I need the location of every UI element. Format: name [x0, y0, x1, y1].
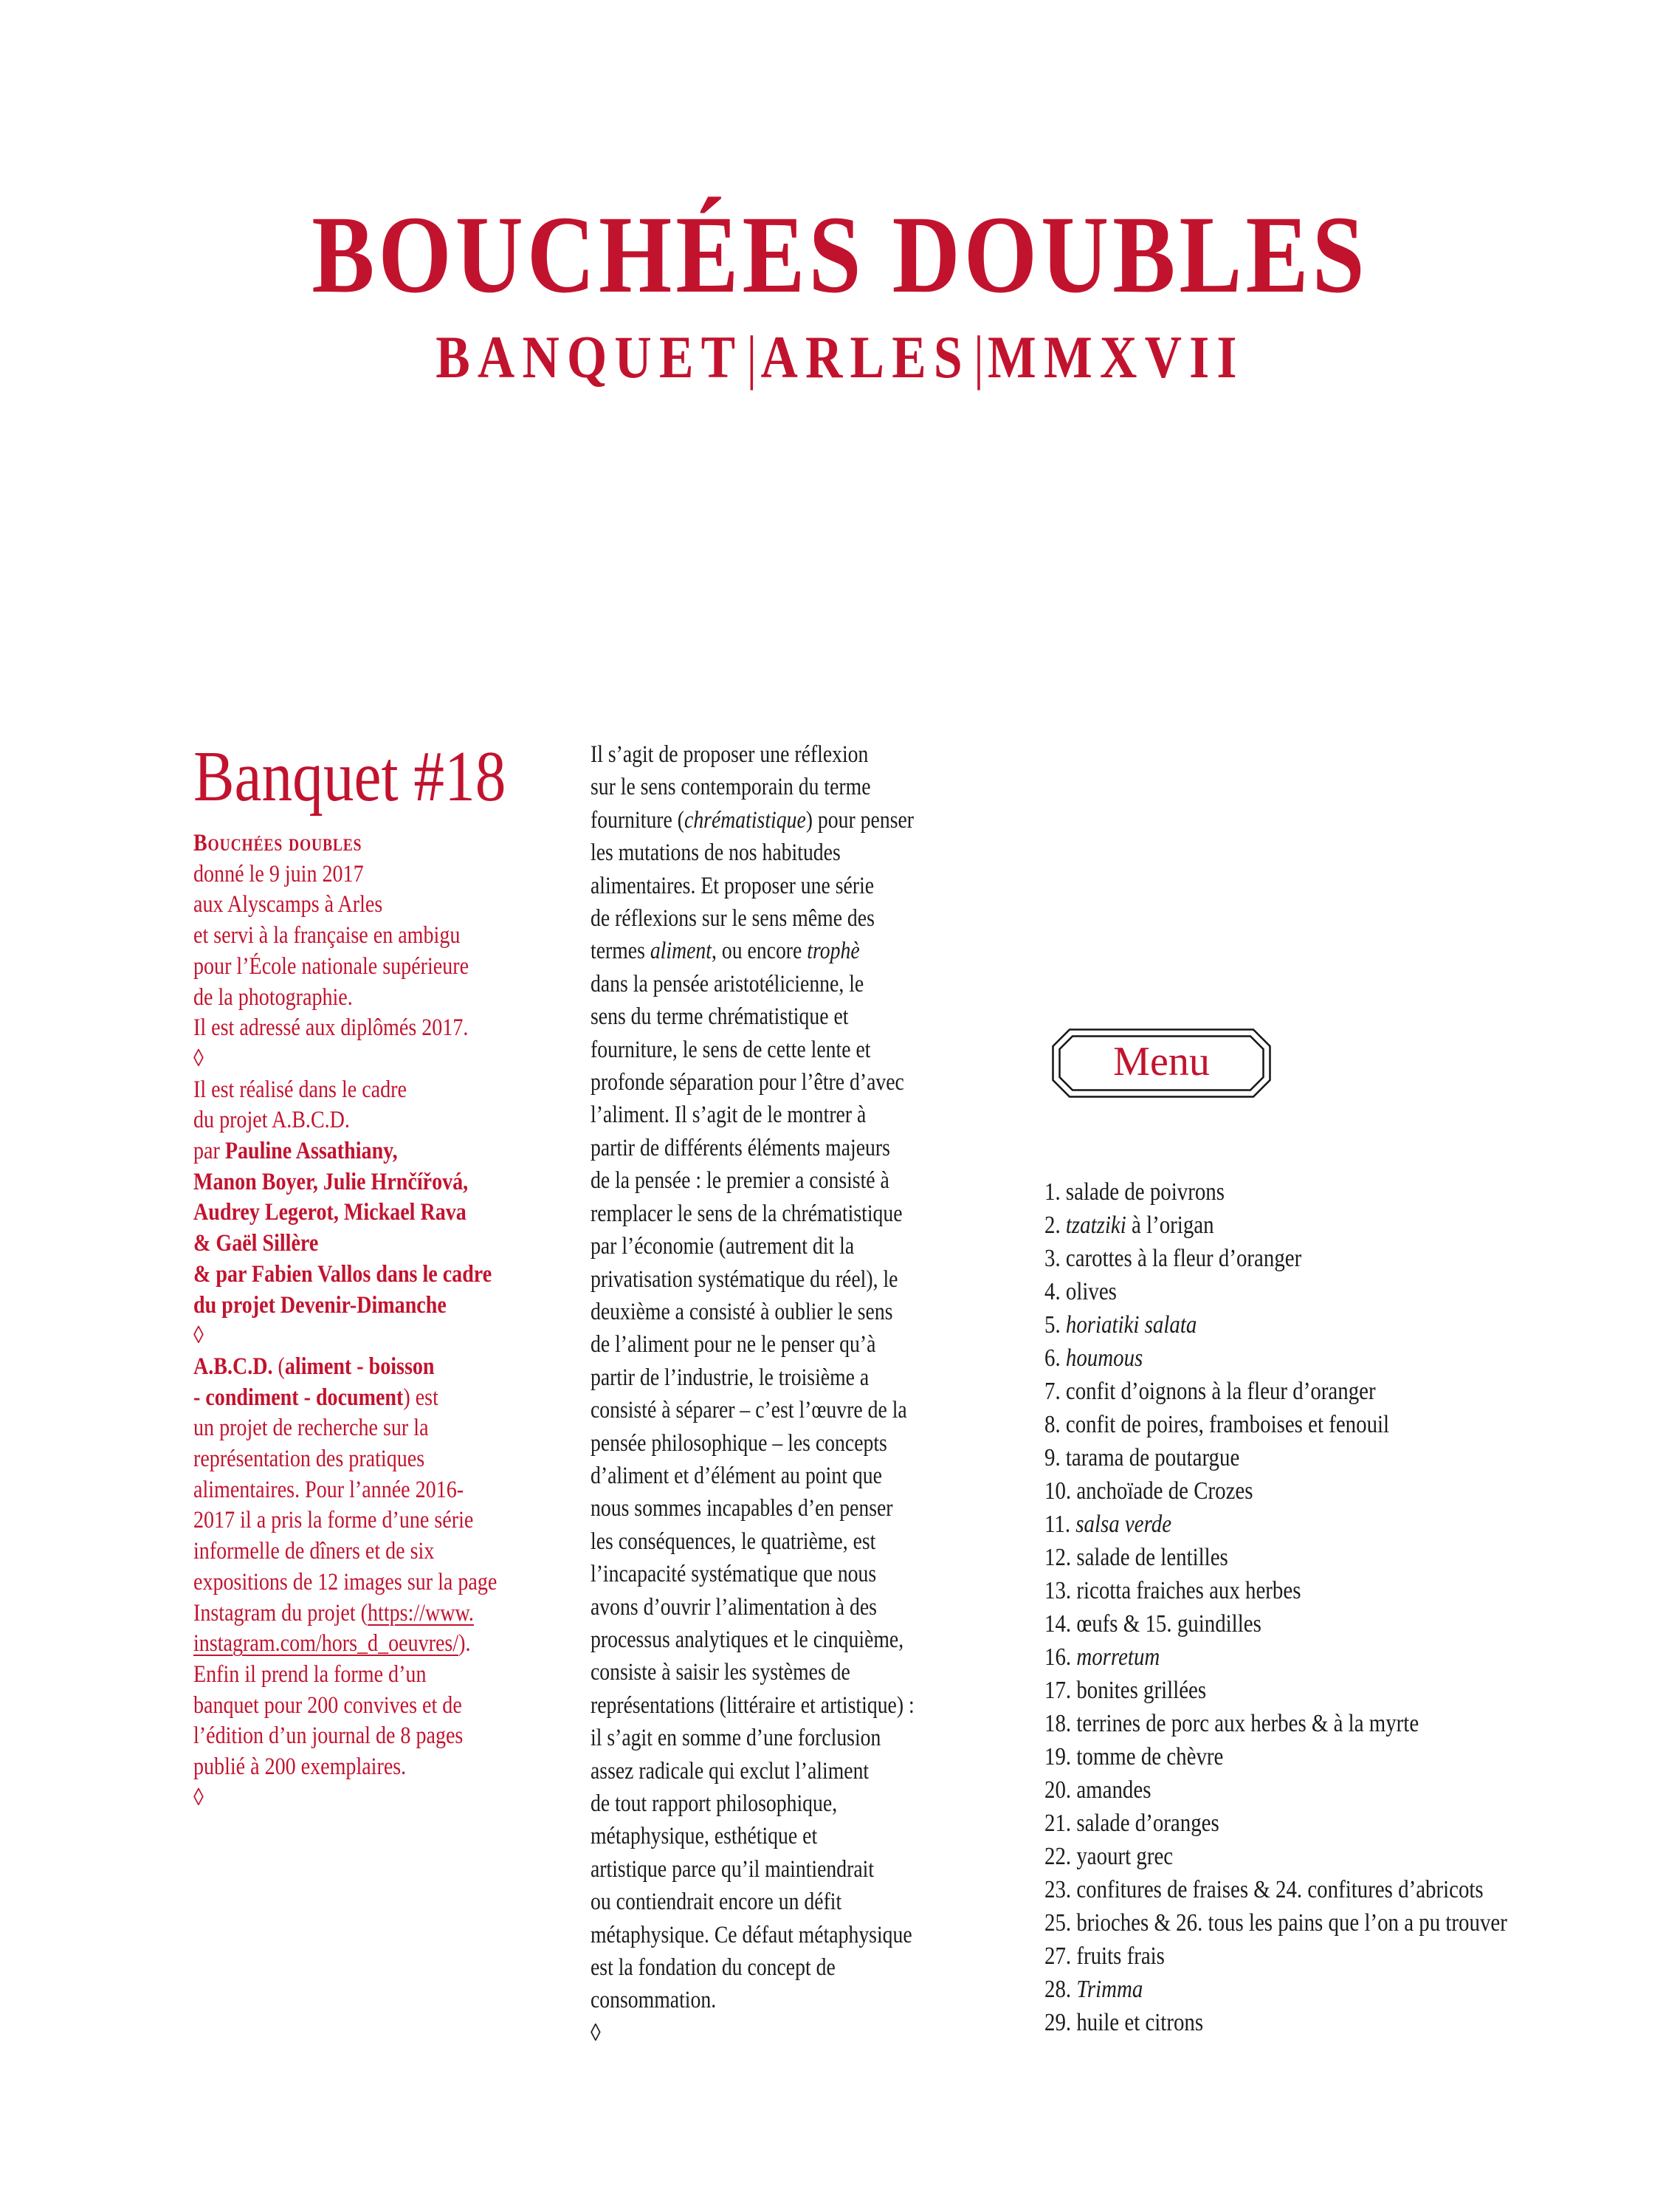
text-segment: informelle de dîners et de six: [193, 1538, 435, 1565]
menu-item: [1044, 1740, 1679, 1773]
menu-list: [1044, 1175, 1679, 2039]
left-text-line: [193, 1383, 645, 1414]
text-segment: un projet de recherche sur la: [193, 1415, 429, 1442]
text-segment: et servi à la française en ambigu: [193, 922, 461, 949]
essay-text-line: [591, 968, 1061, 1000]
text-segment: donné le 9 juin 2017: [193, 860, 364, 887]
text-segment: les mutations de nos habitudes: [591, 839, 841, 867]
menu-item: [1044, 1674, 1679, 1707]
text-segment: |: [973, 323, 984, 391]
text-segment: 25. brioches & 26. tous les pains que l’on a pu trouver: [1044, 1909, 1507, 1937]
menu-item: [1044, 1242, 1679, 1275]
text-segment: de la pensée : le premier a consisté à: [591, 1167, 889, 1195]
text-segment: représentation des pratiques: [193, 1446, 425, 1473]
text-segment: publié à 200 exemplaires.: [193, 1753, 407, 1781]
text-segment: 7. confit d’oignons à la fleur d’oranger: [1044, 1378, 1376, 1405]
text-segment: 6.: [1044, 1344, 1066, 1372]
text-segment: fourniture (: [591, 806, 685, 834]
text-segment: de tout rapport philosophique,: [591, 1790, 838, 1817]
text-segment: Il s’agit de proposer une réflexion: [591, 741, 869, 768]
essay-text-line: [591, 1886, 1061, 1918]
left-text-line: [193, 1598, 645, 1629]
left-text-line: [193, 1291, 645, 1322]
text-segment: il s’agit en somme d’une forclusion: [591, 1725, 881, 1752]
essay-text-line: [591, 738, 1061, 771]
text-segment: sens du terme chrématistique et: [591, 1003, 849, 1031]
left-text-line: [193, 1044, 645, 1075]
left-text-line: [193, 1691, 645, 1722]
essay-text-line: [591, 1066, 1061, 1099]
left-text-line: [193, 1229, 645, 1260]
text-segment: à l’origan: [1126, 1212, 1214, 1239]
text-segment: horiatiki salata: [1065, 1311, 1197, 1339]
essay-text-line: [591, 1591, 1061, 1624]
menu-item: [1044, 1707, 1679, 1740]
text-segment: termes: [591, 938, 650, 965]
left-text-line: [193, 1013, 645, 1044]
essay-text-line: [591, 1853, 1061, 1886]
text-segment: l’aliment. Il s’agit de le montrer à: [591, 1102, 867, 1129]
essay-text-line: [591, 1689, 1061, 1722]
menu-item: [1044, 1973, 1679, 2006]
text-segment: ◊: [193, 1045, 204, 1072]
left-text-line: [193, 1629, 645, 1660]
text-segment: consommation.: [591, 1987, 717, 2014]
text-segment: 19. tomme de chèvre: [1044, 1743, 1224, 1770]
menu-item: [1044, 1840, 1679, 1873]
text-segment: (: [272, 1353, 285, 1380]
left-text-line: [193, 983, 645, 1014]
text-segment: 14. œufs & 15. guindilles: [1044, 1610, 1261, 1638]
text-segment: du projet A.B.C.D.: [193, 1107, 350, 1134]
text-segment: par l’économie (autrement dit la: [591, 1233, 855, 1260]
essay-text-line: [591, 1230, 1061, 1262]
left-text-line: [193, 1352, 645, 1383]
text-segment: 4. olives: [1044, 1278, 1117, 1305]
left-text-line: [193, 1167, 645, 1198]
essay-text-line: [591, 1492, 1061, 1525]
text-segment: les conséquences, le quatrième, est: [591, 1528, 876, 1555]
text-segment: l’édition d’un journal de 8 pages: [193, 1722, 464, 1750]
text-segment: métaphysique, esthétique et: [591, 1823, 818, 1850]
text-segment: Il est adressé aux diplômés 2017.: [193, 1014, 469, 1042]
text-segment: assez radicale qui exclut l’aliment: [591, 1757, 870, 1784]
text-segment: morretum: [1076, 1643, 1160, 1671]
text-segment: Enfin il prend la forme d’un: [193, 1660, 427, 1688]
left-text-line: [193, 1444, 645, 1475]
text-segment: ou contiendrait encore un défit: [591, 1889, 842, 1916]
text-segment: ) est: [403, 1384, 438, 1411]
menu-item: [1044, 1541, 1679, 1574]
menu-label: Menu: [1113, 1039, 1210, 1085]
left-text-line: [193, 1075, 645, 1106]
text-segment: ARLES: [760, 323, 970, 391]
menu-item: [1044, 1308, 1679, 1341]
essay-text-line: [591, 1198, 1061, 1230]
essay-text-line: [591, 1755, 1061, 1787]
text-segment: Audrey Legerot, Mickael Rava: [193, 1199, 467, 1226]
text-segment: salsa verde: [1075, 1511, 1172, 1538]
text-segment: consiste à saisir les systèmes de: [591, 1659, 850, 1686]
text-segment: partir de l’industrie, le troisième a: [591, 1364, 870, 1391]
essay-text-line: [591, 1099, 1061, 1131]
essay-text-line: [591, 1361, 1061, 1394]
left-text-line: [193, 1721, 645, 1752]
text-segment: partir de différents éléments majeurs: [591, 1134, 890, 1161]
text-segment: chrématistique: [684, 806, 806, 834]
text-segment: privatisation systématique du réel), le: [591, 1265, 898, 1293]
essay-text-line: [591, 1000, 1061, 1033]
banquet-number-heading: Banquet #18: [193, 737, 506, 817]
menu-item: [1044, 1408, 1679, 1441]
text-segment: expositions de 12 images sur la page: [193, 1568, 498, 1595]
page-title: BOUCHÉES DOUBLES: [311, 193, 1369, 316]
text-segment: alimentaires. Et proposer une série: [591, 872, 875, 899]
text-segment: aliment: [650, 938, 712, 965]
text-segment: Pauline Assathiany,: [224, 1138, 398, 1165]
left-text-line: [193, 1536, 645, 1567]
essay-text-line: [591, 2017, 1061, 2050]
essay-text-line: [591, 1132, 1061, 1164]
essay-text-line: [591, 771, 1061, 803]
text-segment: 28.: [1044, 1976, 1077, 2003]
text-segment: |: [746, 323, 757, 391]
text-segment: 11.: [1044, 1511, 1076, 1538]
essay-text-line: [591, 836, 1061, 869]
essay-text-line: [591, 1427, 1061, 1460]
menu-item: [1044, 1940, 1679, 1973]
menu-item: [1044, 1375, 1679, 1408]
essay-text-line: [591, 1787, 1061, 1820]
text-segment: représentations (littéraire et artistique) :: [591, 1691, 915, 1719]
text-segment: Bouchées doubles: [193, 830, 362, 856]
text-segment: trophè: [807, 938, 860, 965]
text-segment: 29. huile et citrons: [1044, 2009, 1204, 2036]
text-segment: 27. fruits frais: [1044, 1942, 1165, 1970]
essay-text-line: [591, 1951, 1061, 1984]
essay-text-line: [591, 1656, 1061, 1688]
menu-item: [1044, 1209, 1679, 1242]
left-column: [193, 737, 645, 1814]
menu-item: [1044, 1175, 1679, 1209]
text-segment: Il est réalisé dans le cadre: [193, 1076, 407, 1103]
text-segment: 2.: [1044, 1212, 1066, 1239]
text-segment: avons d’ouvrir l’alimentation à des: [591, 1593, 877, 1621]
page-subtitle: [126, 325, 1555, 390]
text-segment: 16.: [1044, 1643, 1077, 1671]
left-text-line: [193, 1198, 645, 1229]
text-segment: ) pour penser: [805, 806, 915, 834]
text-segment: 9. tarama de poutargue: [1044, 1444, 1240, 1471]
left-text-line: [193, 828, 645, 859]
menu-item: [1044, 1906, 1679, 1940]
text-segment: 2017 il a pris la forme d’une série: [193, 1507, 474, 1534]
text-segment: banquet pour 200 convives et de: [193, 1691, 462, 1719]
text-segment: Manon Boyer, Julie Hrnčířová,: [193, 1168, 469, 1195]
text-segment: dans la pensée aristotélicienne, le: [591, 970, 864, 997]
text-segment: de l’aliment pour ne le penser qu’à: [591, 1331, 876, 1358]
text-segment: & Gaël Sillère: [193, 1230, 319, 1257]
text-segment: profonde séparation pour l’être d’avec: [591, 1069, 904, 1096]
text-segment: ◊: [193, 1784, 204, 1811]
text-segment: l’incapacité systématique que nous: [591, 1561, 877, 1588]
subtitle-line: [126, 325, 1555, 390]
text-segment: 1. salade de poivrons: [1044, 1178, 1225, 1206]
essay-text-line: [591, 1460, 1061, 1492]
menu-item: [1044, 1773, 1679, 1807]
left-text-line: [193, 1752, 645, 1783]
text-segment: 21. salade d’oranges: [1044, 1810, 1219, 1837]
left-text-line: [193, 1475, 645, 1506]
essay-text-line: [591, 804, 1061, 836]
essay-text-line: [591, 1820, 1061, 1852]
essay-text-line: [591, 1984, 1061, 2016]
left-text-line: [193, 952, 645, 983]
text-segment: 12. salade de lentilles: [1044, 1544, 1228, 1571]
essay-text-line: [591, 1034, 1061, 1066]
left-text-line: [193, 1505, 645, 1536]
text-segment: sur le sens contemporain du terme: [591, 774, 871, 801]
text-segment: ◊: [591, 2019, 601, 2047]
text-segment: 17. bonites grillées: [1044, 1677, 1207, 1704]
text-segment: pour l’École nationale supérieure: [193, 952, 469, 980]
text-segment: d’aliment et d’élément au point que: [591, 1462, 882, 1489]
essay-text-line: [591, 935, 1061, 967]
menu-item: [1044, 1574, 1679, 1607]
text-segment: métaphysique. Ce défaut métaphysique: [591, 1921, 912, 1948]
text-segment: nous sommes incapables d’en penser: [591, 1495, 893, 1522]
text-segment: aliment - boisson: [284, 1353, 435, 1380]
left-text-line: [193, 1260, 645, 1291]
text-segment: du projet Devenir-Dimanche: [193, 1291, 447, 1319]
text-segment: BANQUET: [436, 323, 743, 391]
menu-item: [1044, 1807, 1679, 1840]
text-segment: aux Alyscamps à Arles: [193, 891, 383, 918]
text-segment: consisté à séparer – c’est l’œuvre de la: [591, 1397, 907, 1424]
menu-box: [1052, 1028, 1271, 1098]
text-segment: de réflexions sur le sens même des: [591, 905, 875, 932]
menu-item: [1044, 2006, 1679, 2039]
text-segment: Trimma: [1076, 1976, 1143, 2003]
left-text-line: [193, 1321, 645, 1352]
text-segment: & par Fabien Vallos dans le cadre: [193, 1260, 492, 1288]
text-segment: 5.: [1044, 1311, 1066, 1339]
text-segment: Instagram du projet (: [193, 1599, 368, 1626]
text-segment: par: [193, 1138, 225, 1165]
essay-text-line: [591, 870, 1061, 902]
text-segment: ).: [458, 1630, 471, 1657]
left-text-line: [193, 1783, 645, 1814]
essay-text-line: [591, 902, 1061, 935]
essay-text-line: [591, 1296, 1061, 1328]
essay-text-line: [591, 1919, 1061, 1951]
instagram-link[interactable]: instagram.com/hors_d_oeuvres/: [193, 1630, 459, 1657]
menu-item: [1044, 1873, 1679, 1906]
left-text-line: [193, 1413, 645, 1444]
instagram-link[interactable]: https://www.: [368, 1599, 474, 1626]
menu-item: [1044, 1341, 1679, 1375]
text-segment: 20. amandes: [1044, 1776, 1151, 1804]
text-segment: houmous: [1065, 1344, 1143, 1372]
text-segment: - condiment - document: [193, 1384, 404, 1411]
text-segment: 8. confit de poires, framboises et fenouil: [1044, 1411, 1390, 1438]
text-segment: , ou encore: [711, 938, 808, 965]
left-text-line: [193, 1660, 645, 1691]
text-segment: pensée philosophique – les concepts: [591, 1429, 887, 1457]
text-segment: 13. ricotta fraiches aux herbes: [1044, 1577, 1301, 1604]
text-segment: alimentaires. Pour l’année 2016-: [193, 1476, 464, 1503]
text-segment: ◊: [193, 1322, 204, 1350]
left-text-line: [193, 1105, 645, 1136]
menu-item: [1044, 1641, 1679, 1674]
essay-text-line: [591, 1164, 1061, 1197]
essay-text-line: [591, 1624, 1061, 1656]
banquet-description: [193, 828, 645, 1814]
essay-text-line: [591, 1263, 1061, 1296]
text-segment: 23. confitures de fraises & 24. confitures d’abricots: [1044, 1876, 1484, 1903]
text-segment: 3. carottes à la fleur d’oranger: [1044, 1245, 1302, 1272]
essay-text-line: [591, 1558, 1061, 1590]
left-text-line: [193, 1567, 645, 1598]
menu-item: [1044, 1275, 1679, 1308]
menu-item: [1044, 1508, 1679, 1541]
text-segment: tzatziki: [1065, 1212, 1126, 1239]
left-text-line: [193, 921, 645, 952]
text-segment: 10. anchoïade de Crozes: [1044, 1477, 1253, 1505]
left-text-line: [193, 890, 645, 921]
text-segment: processus analytiques et le cinquième,: [591, 1626, 904, 1653]
menu-item: [1044, 1607, 1679, 1641]
left-text-line: [193, 1136, 645, 1167]
text-segment: remplacer le sens de la chrématistique: [591, 1200, 903, 1227]
menu-item: [1044, 1441, 1679, 1474]
center-column: [591, 738, 1061, 2050]
left-text-line: [193, 859, 645, 890]
text-segment: deuxième a consisté à oublier le sens: [591, 1298, 893, 1325]
menu-item: [1044, 1474, 1679, 1508]
essay-text-line: [591, 1722, 1061, 1754]
text-segment: A.B.C.D.: [193, 1353, 273, 1380]
essay-text-line: [591, 1394, 1061, 1426]
essay-text-line: [591, 1328, 1061, 1361]
text-segment: de la photographie.: [193, 983, 353, 1011]
essay-text-line: [591, 1525, 1061, 1558]
text-segment: 18. terrines de porc aux herbes & à la myrte: [1044, 1710, 1419, 1737]
text-segment: est la fondation du concept de: [591, 1954, 836, 1982]
text-segment: artistique parce qu’il maintiendrait: [591, 1855, 875, 1883]
text-segment: MMXVII: [988, 323, 1244, 391]
text-segment: 22. yaourt grec: [1044, 1843, 1174, 1870]
text-segment: fourniture, le sens de cette lente et: [591, 1036, 871, 1063]
